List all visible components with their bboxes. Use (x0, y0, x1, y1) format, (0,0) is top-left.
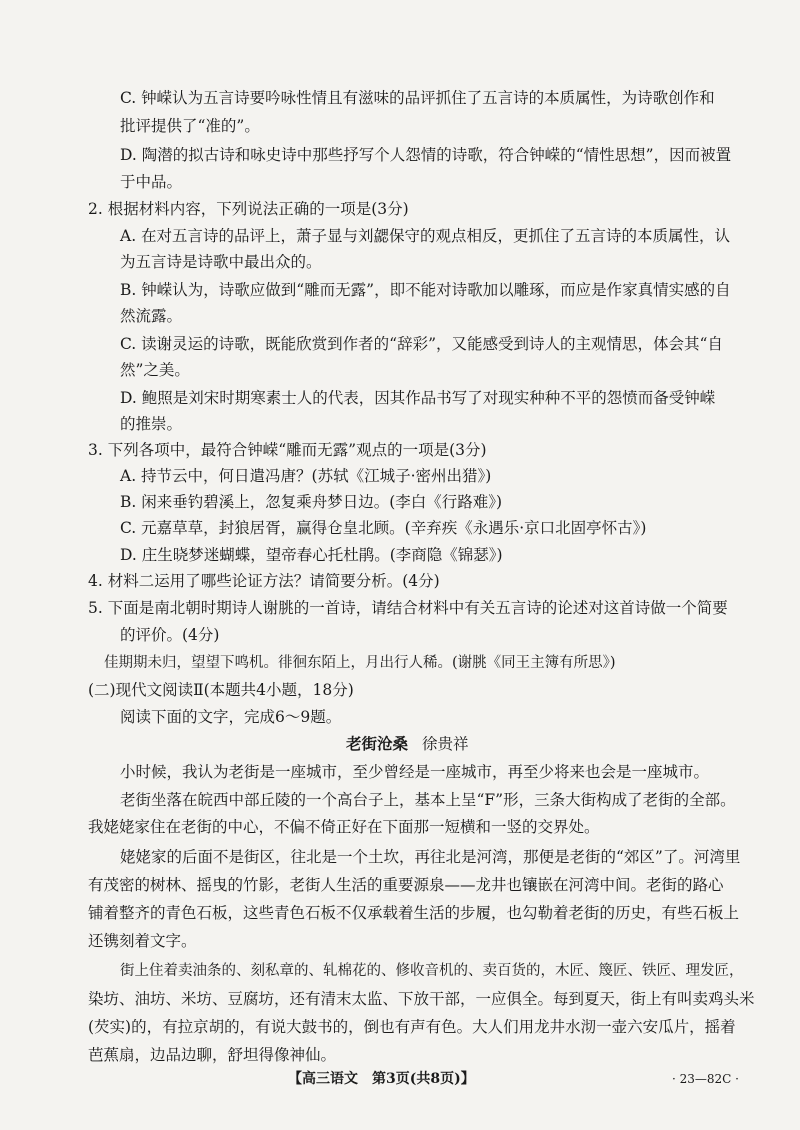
article-title-line (346, 734, 469, 754)
option-2d-line-2: 的推崇。 (120, 415, 183, 433)
reading-instruction: 阅读下面的文字，完成6～9题。 (120, 708, 342, 726)
article-author: 徐贵祥 (422, 735, 469, 753)
option-3a: A. 持节云中，何日遣冯唐？(苏轼《江城子·密州出猎》) (120, 467, 492, 485)
option-2a-line-2: 为五言诗是诗歌中最出众的。 (120, 253, 322, 271)
page-footer: 【高三语文 第3页(共8页)】 (288, 1071, 475, 1087)
option-1c-line-1: C. 钟嵘认为五言诗要吟咏性情且有滋味的品评抓住了五言诗的本质属性，为诗歌创作和 (120, 89, 715, 107)
option-2b-line-2: 然流露。 (120, 307, 183, 325)
paragraph-2-line-2: 我姥姥家住在老街的中心，不偏不倚正好在下面那一短横和一竖的交界处。 (88, 818, 600, 836)
paragraph-3-line-4: 还镌刻着文字。 (88, 932, 197, 950)
paragraph-2-line-1: 老街坐落在皖西中部丘陵的一个高台子上，基本上呈“F”形，三条大街构成了老街的全部。 (120, 791, 736, 809)
question-4: 4. 材料二运用了哪些论证方法？请简要分析。(4分) (88, 572, 440, 590)
question-5-line-1: 5. 下面是南北朝时期诗人谢朓的一首诗，请结合材料中有关五言诗的论述对这首诗做一个简要 (88, 599, 728, 617)
option-3c: C. 元嘉草草，封狼居胥，赢得仓皇北顾。(辛弃疾《永遇乐·京口北固亭怀古》) (120, 519, 647, 537)
option-2d-line-1: D. 鲍照是刘宋时期寒素士人的代表，因其作品书写了对现实种种不平的怨愤而备受钟嵘 (120, 389, 716, 407)
question-3-stem: 3. 下列各项中，最符合钟嵘“雕而无露”观点的一项是(3分) (88, 441, 487, 459)
paragraph-3-line-3: 铺着整齐的青色石板，这些青色石板不仅承载着生活的步履，也勾勒着老街的历史，有些石板上 (88, 904, 740, 922)
exam-code: · 23—82C · (672, 1072, 739, 1086)
paragraph-4-line-2: 染坊、油坊、米坊、豆腐坊，还有清末太监、下放干部，一应俱全。每到夏天，街上有叫卖鸡头米 (88, 990, 755, 1008)
poem: 佳期期未归，望望下鸣机。徘徊东陌上，月出行人稀。(谢朓《同王主簿有所思》) (104, 655, 616, 671)
option-1c-line-2: 批评提供了“准的”。 (120, 117, 260, 135)
question-5-line-2: 的评价。(4分) (120, 626, 220, 644)
option-2c-line-2: 然”之美。 (120, 361, 190, 379)
option-2c-line-1: C. 读谢灵运的诗歌，既能欣赏到作者的“辞彩”，又能感受到诗人的主观情思，体会其“自 (120, 335, 723, 353)
section-heading: (二)现代文阅读Ⅱ(本题共4小题，18分) (88, 681, 354, 699)
paragraph-4-line-3: (芡实)的，有拉京胡的，有说大鼓书的，倒也有声有色。大人们用龙井水沏一壶六安瓜片，摇着 (88, 1018, 736, 1036)
article-title: 老街沧桑 (346, 734, 409, 753)
paragraph-1: 小时候，我认为老街是一座城市，至少曾经是一座城市，再至少将来也会是一座城市。 (120, 763, 710, 781)
question-2-stem: 2. 根据材料内容，下列说法正确的一项是(3分) (88, 200, 409, 218)
paragraph-4-line-1: 街上住着卖油条的、刻私章的、轧棉花的、修收音机的、卖百货的，木匠、篾匠、铁匠、理发匠， (120, 963, 744, 979)
option-2a-line-1: A. 在对五言诗的品评上，萧子显与刘勰保守的观点相反，更抓住了五言诗的本质属性，认 (120, 227, 731, 245)
option-3b: B. 闲来垂钓碧溪上，忽复乘舟梦日边。(李白《行路难》) (120, 493, 503, 511)
option-1d-line-1: D. 陶潜的拟古诗和咏史诗中那些抒写个人怨情的诗歌，符合钟嵘的“情性思想”，因而被置 (120, 146, 732, 164)
option-1d-line-2: 于中品。 (120, 173, 183, 191)
paragraph-3-line-1: 姥姥家的后面不是街区，往北是一个土坎，再往北是河湾，那便是老街的“郊区”了。河湾里 (120, 848, 741, 866)
paragraph-4-line-4: 芭蕉扇，边品边聊，舒坦得像神仙。 (88, 1046, 337, 1064)
paragraph-3-line-2: 有茂密的树林、摇曳的竹影，老街人生活的重要源泉——龙井也镶嵌在河湾中间。老街的路心 (88, 876, 724, 894)
option-3d: D. 庄生晓梦迷蝴蝶，望帝春心托杜鹃。(李商隐《锦瑟》) (120, 546, 503, 564)
option-2b-line-1: B. 钟嵘认为，诗歌应做到“雕而无露”，即不能对诗歌加以雕琢，而应是作家真情实感的自 (120, 281, 731, 299)
